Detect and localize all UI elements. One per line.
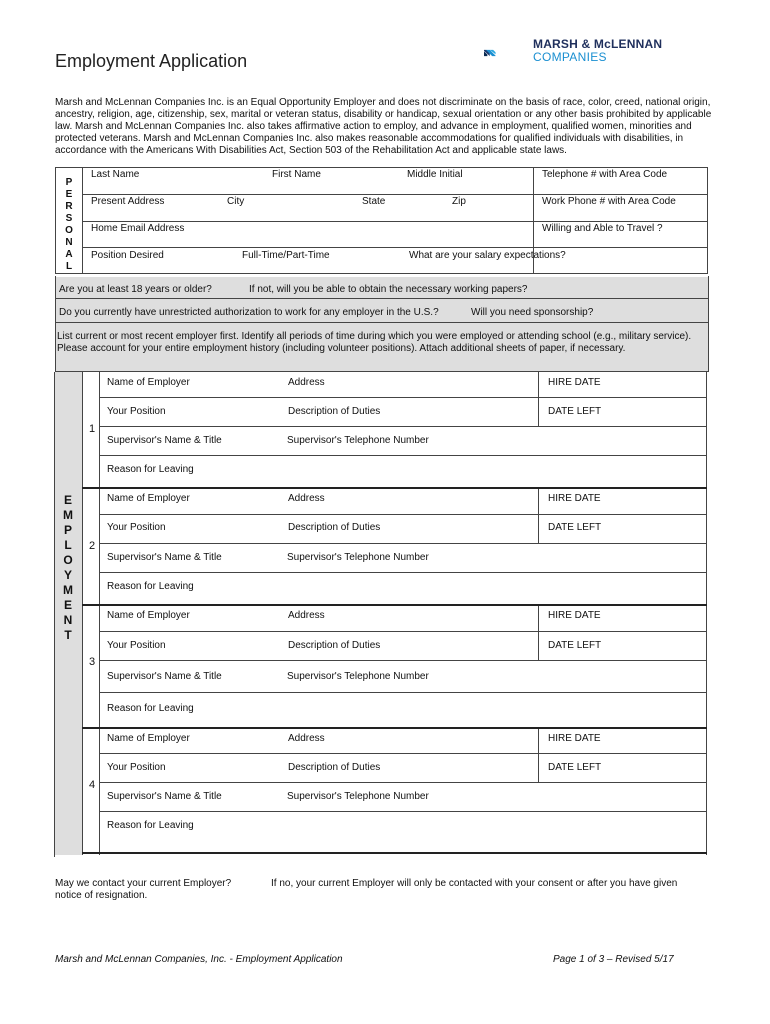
company-logo — [484, 36, 532, 70]
supervisor-field[interactable]: Supervisor's Name & Title — [107, 552, 222, 563]
duties-field[interactable]: Description of Duties — [288, 762, 381, 773]
employer-block-number: 3 — [89, 656, 96, 668]
employer-block-number: 2 — [89, 540, 96, 552]
duties-field[interactable]: Description of Duties — [288, 406, 381, 417]
date-left-field[interactable]: DATE LEFT — [548, 762, 602, 773]
work-phone-field[interactable]: Work Phone # with Area Code — [542, 196, 676, 207]
telephone-field[interactable]: Telephone # with Area Code — [542, 169, 668, 180]
reason-leaving-field[interactable]: Reason for Leaving — [107, 703, 194, 714]
hire-date-field[interactable]: HIRE DATE — [548, 733, 601, 744]
contact-note-continued: notice of resignation. — [55, 890, 148, 901]
middle-initial-field[interactable]: Middle Initial — [407, 169, 463, 180]
age-question[interactable]: Are you at least 18 years or older? — [59, 284, 212, 295]
employment-side-label: E M P L O Y M E N T — [63, 493, 73, 642]
first-name-field[interactable]: First Name — [272, 169, 321, 180]
last-name-field[interactable]: Last Name — [91, 169, 140, 180]
working-papers-question[interactable]: If not, will you be able to obtain the necessary working papers? — [249, 284, 528, 295]
hire-date-field[interactable]: HIRE DATE — [548, 610, 601, 621]
willing-travel-field[interactable]: Willing and Able to Travel ? — [542, 223, 663, 234]
page-title: Employment Application — [55, 51, 248, 71]
date-left-field[interactable]: DATE LEFT — [548, 406, 602, 417]
hire-date-field[interactable]: HIRE DATE — [548, 377, 601, 388]
contact-note: If no, your current Employer will only be contacted with your consent or after you have given — [271, 878, 678, 889]
history-instructions: List current or most recent employer first. Identify all periods of time during which you were employed or attending school (e.g., military service). Please account for your entire employment history (including volunteer positions). Attach additional sheets of paper, if necessary. — [57, 331, 692, 354]
position-field[interactable]: Your Position — [107, 522, 166, 533]
state-field[interactable]: State — [362, 196, 386, 207]
city-field[interactable]: City — [227, 196, 245, 207]
position-desired-field[interactable]: Position Desired — [91, 250, 164, 261]
supervisor-field[interactable]: Supervisor's Name & Title — [107, 435, 222, 446]
position-field[interactable]: Your Position — [107, 406, 166, 417]
supervisor-phone-field[interactable]: Supervisor's Telephone Number — [287, 791, 429, 802]
full-part-time-field[interactable]: Full-Time/Part-Time — [242, 250, 330, 261]
authorization-question[interactable]: Do you currently have unrestricted authorization to work for any employer in the U.S.? — [59, 307, 439, 318]
reason-leaving-field[interactable]: Reason for Leaving — [107, 581, 194, 592]
position-field[interactable]: Your Position — [107, 762, 166, 773]
supervisor-phone-field[interactable]: Supervisor's Telephone Number — [287, 552, 429, 563]
footer-page-number: Page 1 of 3 – Revised 5/17 — [553, 954, 674, 965]
salary-field[interactable]: What are your salary expectations? — [409, 250, 566, 261]
sponsorship-question[interactable]: Will you need sponsorship? — [471, 307, 594, 318]
supervisor-phone-field[interactable]: Supervisor's Telephone Number — [287, 671, 429, 682]
date-left-field[interactable]: DATE LEFT — [548, 522, 602, 533]
duties-field[interactable]: Description of Duties — [288, 522, 381, 533]
supervisor-phone-field[interactable]: Supervisor's Telephone Number — [287, 435, 429, 446]
footer-company: Marsh and McLennan Companies, Inc. - Employment Application — [55, 954, 343, 965]
home-email-field[interactable]: Home Email Address — [91, 223, 185, 234]
employer-name-field[interactable]: Name of Employer — [107, 733, 190, 744]
employer-address-field[interactable]: Address — [288, 610, 325, 621]
employer-address-field[interactable]: Address — [288, 493, 325, 504]
logo-line-2: COMPANIES — [533, 50, 607, 64]
reason-leaving-field[interactable]: Reason for Leaving — [107, 820, 194, 831]
supervisor-field[interactable]: Supervisor's Name & Title — [107, 791, 222, 802]
position-field[interactable]: Your Position — [107, 640, 166, 651]
company-logo-text — [533, 38, 662, 64]
hire-date-field[interactable]: HIRE DATE — [548, 493, 601, 504]
employer-name-field[interactable]: Name of Employer — [107, 610, 190, 621]
zip-field[interactable]: Zip — [452, 196, 466, 207]
employer-block-number: 1 — [89, 423, 96, 435]
eeo-statement: Marsh and McLennan Companies Inc. is an Equal Opportunity Employer and does not discriminate on the basis of race, color, creed, national origin, ancestry, religion, age, citizenship, sex, marital or veteran status, disability or handicap, sexual orientation or any other basis prohibited by applicable law. Marsh and McLennan Companies Inc. also takes affirmative action to employ, and advance in employment, qualified women, minorities and protected veterans. Marsh and McLennan Companies Inc. also makes reasonable accommodations for qualified individuals with disabilities, in accordance with the Americans With Disabilities Act, Section 503 of the Rehabilitation Act and applicable state laws. — [55, 97, 712, 156]
employer-name-field[interactable]: Name of Employer — [107, 377, 190, 388]
reason-leaving-field[interactable]: Reason for Leaving — [107, 464, 194, 475]
date-left-field[interactable]: DATE LEFT — [548, 640, 602, 651]
employer-address-field[interactable]: Address — [288, 733, 325, 744]
logo-line-1: MARSH & McLENNAN — [533, 37, 663, 51]
employer-address-field[interactable]: Address — [288, 377, 325, 388]
supervisor-field[interactable]: Supervisor's Name & Title — [107, 671, 222, 682]
duties-field[interactable]: Description of Duties — [288, 640, 381, 651]
personal-side-label: P E R S O N A L — [65, 177, 73, 272]
employer-name-field[interactable]: Name of Employer — [107, 493, 190, 504]
contact-employer-question[interactable]: May we contact your current Employer? — [55, 878, 232, 889]
present-address-field[interactable]: Present Address — [91, 196, 165, 207]
employer-block-number: 4 — [89, 779, 96, 791]
